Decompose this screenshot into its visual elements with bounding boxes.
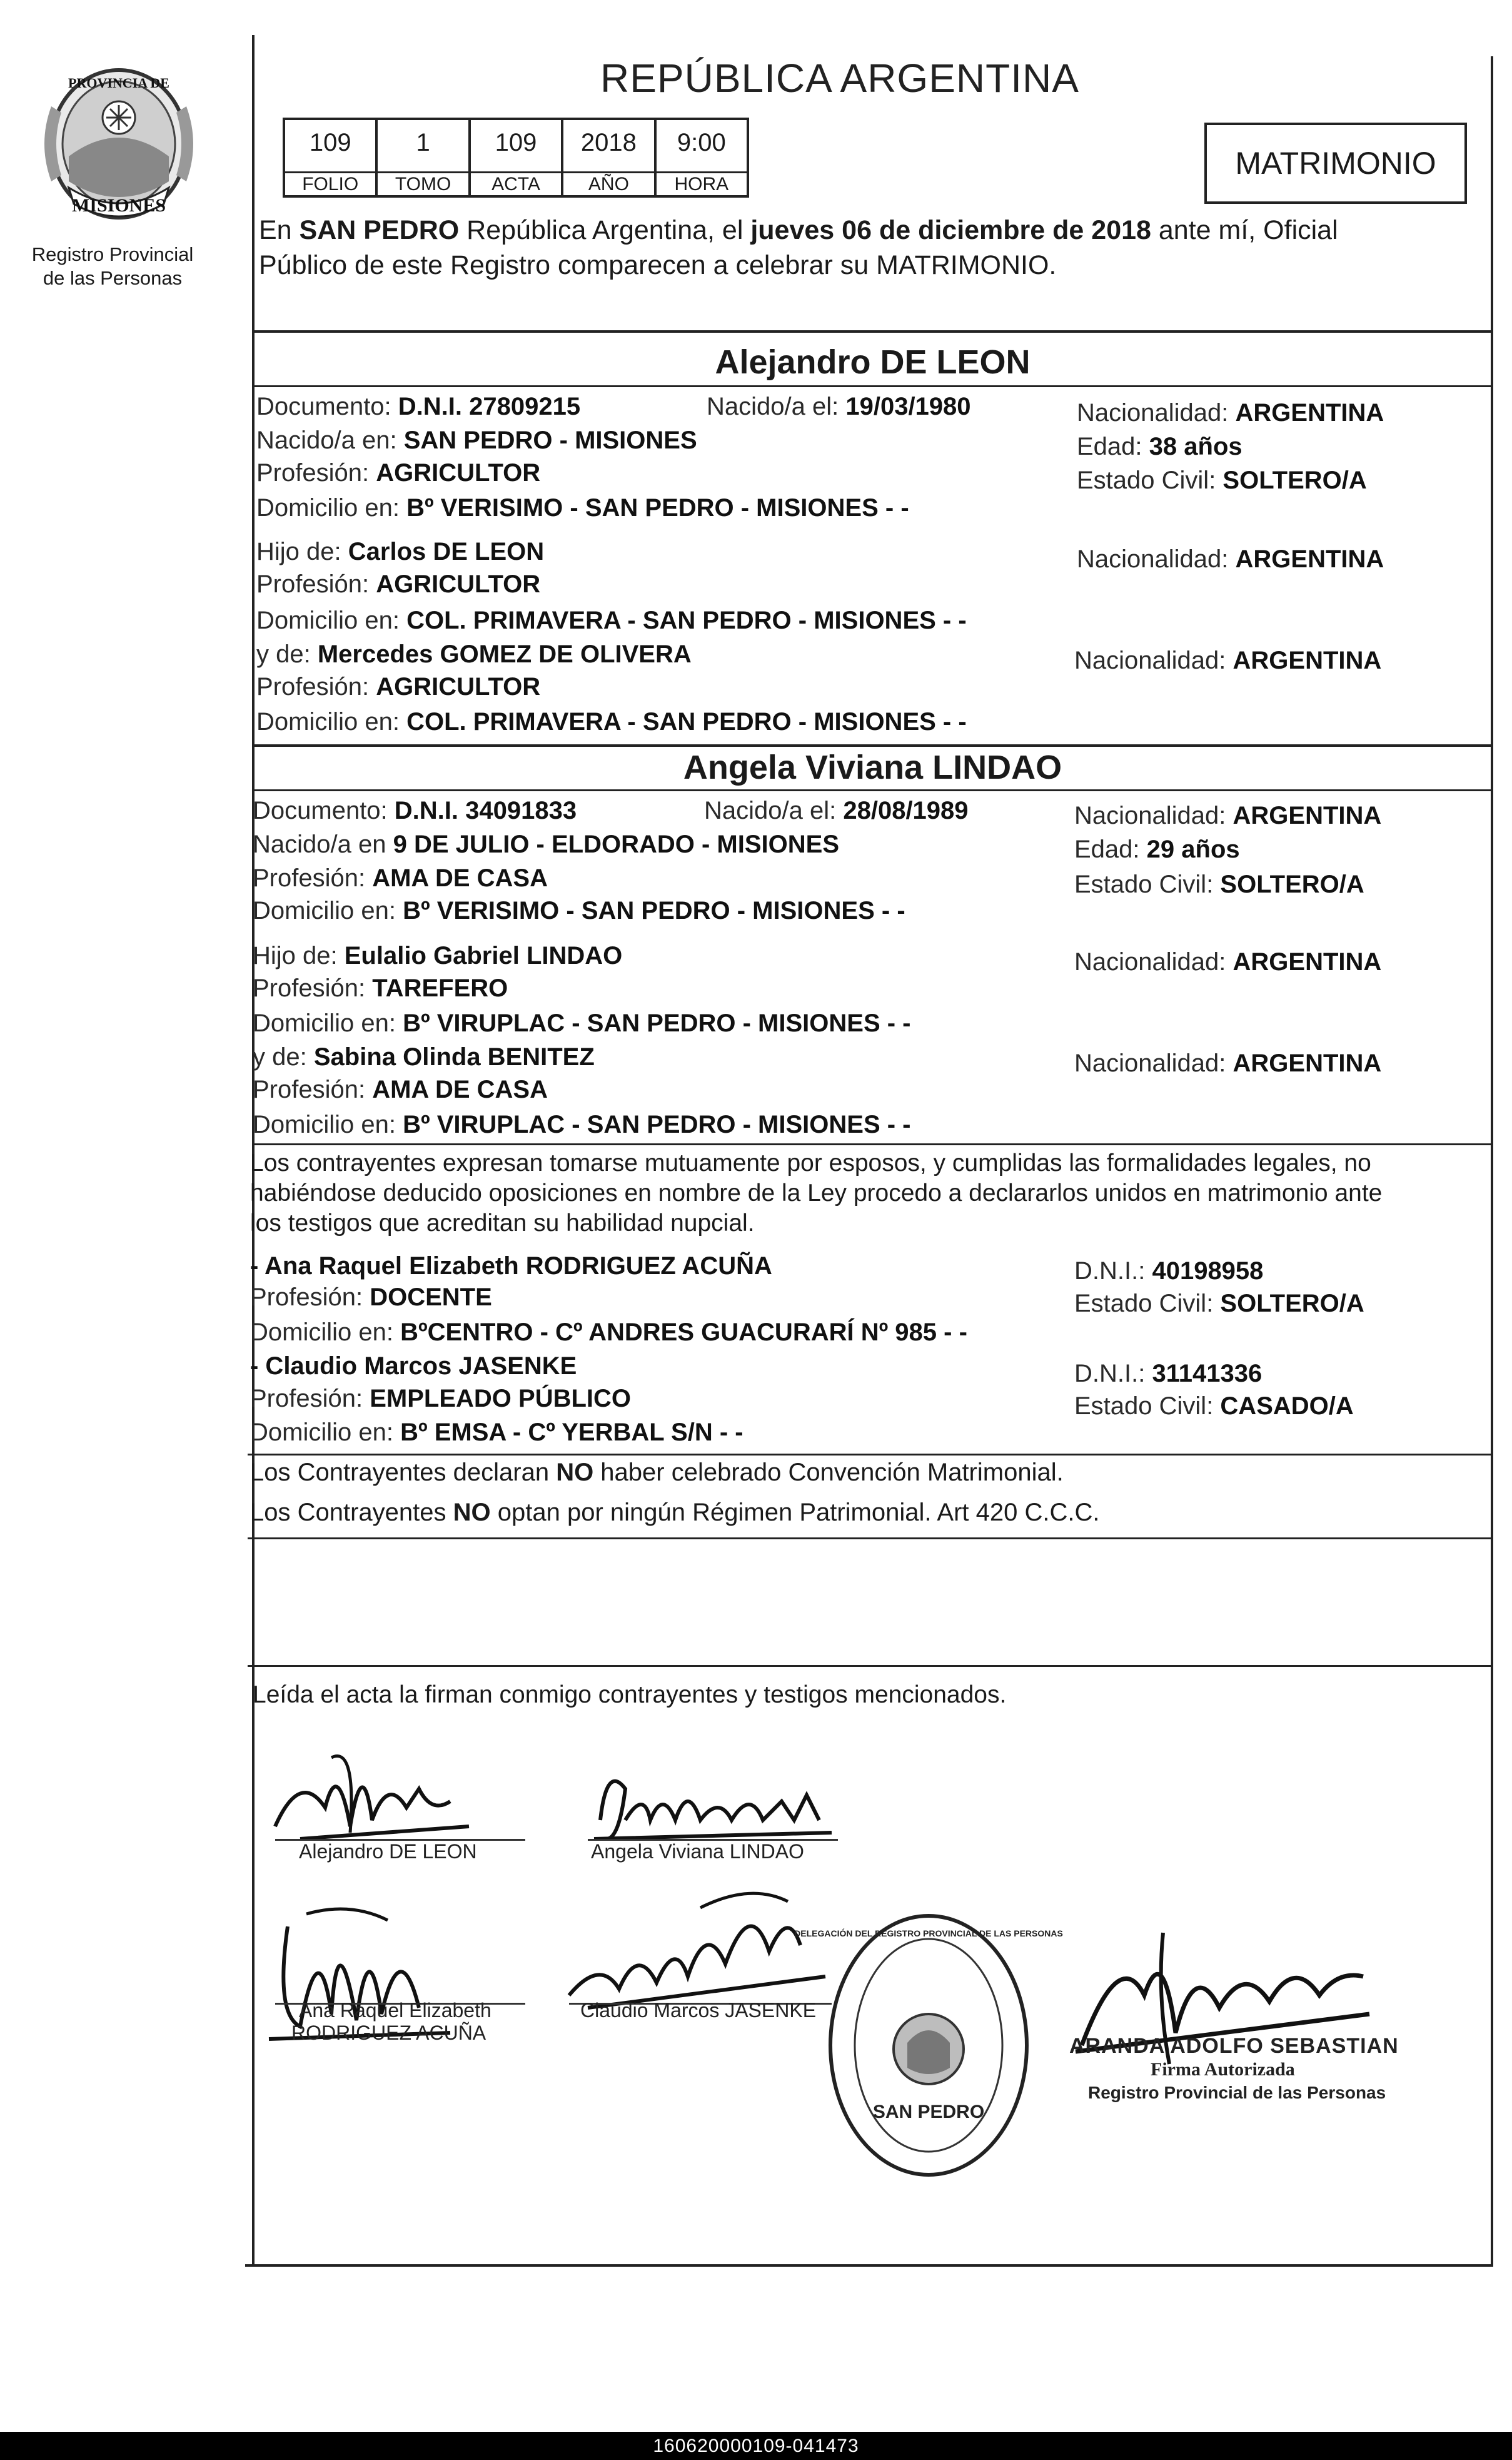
c1-profesion: Profesión: AGRICULTOR	[256, 459, 541, 487]
tomo-label: TOMO	[395, 174, 451, 195]
signature-2-scribble	[582, 1751, 844, 1851]
c2-padre-profesion: Profesión: TAREFERO	[253, 974, 508, 1002]
testigo2-dni: D.N.I.: 31141336	[1074, 1360, 1263, 1387]
testigo2-profesion: Profesión: EMPLEADO PÚBLICO	[250, 1385, 632, 1412]
intro-date: jueves 06 de diciembre de 2018	[750, 215, 1151, 245]
c1-madre-nacionalidad: Nacionalidad: ARGENTINA	[1074, 647, 1382, 674]
logo-banner-text: MISIONES	[71, 195, 166, 216]
signature-name-2: Angela Viviana LINDAO	[591, 1840, 804, 1863]
c1-domicilio: Domicilio en: Bº VERISIMO - SAN PEDRO - MISIONES - -	[256, 494, 909, 522]
testigo2-domicilio: Domicilio en: Bº EMSA - Cº YERBAL S/N - -	[250, 1419, 743, 1446]
c1-edad: Edad: 38 años	[1077, 433, 1242, 460]
c2-madre-profesion: Profesión: AMA DE CASA	[253, 1076, 548, 1103]
official-name: ARANDA ADOLFO SEBASTIAN	[1069, 2034, 1399, 2058]
index-cell-anio	[563, 120, 656, 195]
official-stamp	[794, 1914, 1063, 2177]
c1-padre-domicilio: Domicilio en: COL. PRIMAVERA - SAN PEDRO - MISIONES - -	[256, 607, 967, 634]
testigo1-name: - Ana Raquel Elizabeth RODRIGUEZ ACUÑA	[250, 1252, 772, 1280]
signature-name-3b: RODRIGUEZ ACUÑA	[291, 2022, 486, 2044]
c1-documento: Documento: D.N.I. 27809215	[256, 393, 581, 420]
logo-caption-line1: Registro Provincial	[31, 243, 194, 265]
official-title: Firma Autorizada	[1151, 2059, 1295, 2080]
frame-right	[1491, 56, 1493, 2265]
c2-nacido-el: Nacido/a el: 28/08/1989	[704, 797, 969, 824]
testigo1-dni: D.N.I.: 40198958	[1074, 1257, 1264, 1285]
signature-name-1: Alejandro DE LEON	[299, 1840, 477, 1863]
testigo1-domicilio: Domicilio en: BºCENTRO - Cº ANDRES GUACURARÍ Nº 985 - -	[250, 1319, 967, 1346]
registry-logo	[25, 63, 213, 250]
contrayente2-name: Angela Viviana LINDAO	[683, 749, 1062, 786]
signatures-intro: Leída el acta la firman conmigo contrayentes y testigos mencionados.	[253, 1681, 1007, 1708]
anio-value: 2018	[580, 129, 637, 156]
index-cell-acta	[471, 120, 563, 195]
c2-padre-domicilio: Domicilio en: Bº VIRUPLAC - SAN PEDRO - MISIONES - -	[253, 1010, 911, 1037]
contrayente1-name: Alejandro DE LEON	[715, 343, 1031, 381]
divider-c2-name	[252, 789, 1493, 791]
c1-estado-civil: Estado Civil: SOLTERO/A	[1077, 467, 1367, 494]
acta-value: 109	[495, 129, 537, 156]
signature-name-4: Claudio Marcos JASENKE	[580, 1999, 817, 2022]
c2-madre-domicilio: Domicilio en: Bº VIRUPLAC - SAN PEDRO - MISIONES - -	[253, 1111, 911, 1138]
divider-testigos	[248, 1454, 1493, 1455]
c2-padre-nacionalidad: Nacionalidad: ARGENTINA	[1074, 948, 1382, 976]
hora-value: 9:00	[677, 129, 726, 156]
intro-place: SAN PEDRO	[299, 215, 460, 245]
testigo1-profesion: Profesión: DOCENTE	[250, 1283, 492, 1311]
record-type-box	[1204, 123, 1467, 204]
stamp-emblem-icon	[794, 1918, 1063, 2173]
misiones-seal-icon	[25, 63, 213, 225]
anio-label: AÑO	[588, 174, 629, 195]
testigo2-estado-civil: Estado Civil: CASADO/A	[1074, 1392, 1354, 1420]
record-type-label: MATRIMONIO	[1235, 146, 1436, 181]
official-org: Registro Provincial de las Personas	[1088, 2083, 1386, 2102]
barcode-number: 160620000109-041473	[653, 2436, 859, 2456]
c2-madre-nacionalidad: Nacionalidad: ARGENTINA	[1074, 1050, 1382, 1077]
c2-nacionalidad: Nacionalidad: ARGENTINA	[1074, 802, 1382, 829]
c2-estado-civil: Estado Civil: SOLTERO/A	[1074, 871, 1364, 898]
c1-padre-profesion: Profesión: AGRICULTOR	[256, 570, 541, 598]
index-cell-tomo	[378, 120, 470, 195]
c2-documento: Documento: D.N.I. 34091833	[253, 797, 577, 824]
c1-madre-profesion: Profesión: AGRICULTOR	[256, 673, 541, 701]
folio-value: 109	[309, 129, 351, 156]
hora-label: HORA	[674, 174, 729, 195]
regimen-line-1: Los Contrayentes declaran NO haber celebrado Convención Matrimonial.	[250, 1459, 1064, 1486]
index-cell-folio	[285, 120, 378, 195]
c1-nacido-en: Nacido/a en: SAN PEDRO - MISIONES	[256, 427, 697, 454]
logo-ring-text: PROVINCIA DE	[68, 75, 169, 91]
divider-intro	[252, 330, 1493, 333]
testigo1-estado-civil: Estado Civil: SOLTERO/A	[1074, 1290, 1364, 1317]
c2-nacido-en: Nacido/a en 9 DE JULIO - ELDORADO - MISIONES	[253, 831, 839, 858]
c1-nacionalidad: Nacionalidad: ARGENTINA	[1077, 399, 1384, 427]
tomo-value: 1	[416, 129, 430, 156]
declaration-line-1: Los contrayentes expresan tomarse mutuamente por esposos, y cumplidas las formalidades legales, no	[250, 1150, 1371, 1177]
footer-bar	[0, 2432, 1512, 2460]
logo-caption	[13, 243, 213, 290]
c2-padre: Hijo de: Eulalio Gabriel LINDAO	[253, 942, 623, 969]
signature-name-3a: Ana Raquel Elizabeth	[299, 1999, 491, 2022]
divider-c1-name	[252, 385, 1493, 387]
divider-c1	[252, 744, 1493, 747]
declaration-line-2: habiéndose deducido oposiciones en nombre de la Ley procedo a declararlos unidos en matrimonio ante	[250, 1180, 1383, 1207]
c2-madre: y de: Sabina Olinda BENITEZ	[253, 1043, 595, 1071]
intro-line-1: En SAN PEDRO República Argentina, el jueves 06 de diciembre de 2018 ante mí, Oficial	[259, 215, 1338, 245]
intro-line-2: Público de este Registro comparecen a celebrar su MATRIMONIO.	[259, 250, 1057, 280]
testigo2-name: - Claudio Marcos JASENKE	[250, 1352, 577, 1380]
divider-regimen	[248, 1537, 1493, 1539]
page-title: REPÚBLICA ARGENTINA	[600, 56, 1079, 101]
c1-padre: Hijo de: Carlos DE LEON	[256, 538, 545, 565]
c2-domicilio: Domicilio en: Bº VERISIMO - SAN PEDRO - MISIONES - -	[253, 897, 905, 924]
index-cell-hora	[657, 120, 747, 195]
divider-c2	[252, 1143, 1493, 1145]
c1-madre-domicilio: Domicilio en: COL. PRIMAVERA - SAN PEDRO - MISIONES - -	[256, 708, 967, 736]
regimen-line-2: Los Contrayentes NO optan por ningún Régimen Patrimonial. Art 420 C.C.C.	[250, 1499, 1100, 1526]
stamp-center-text: SAN PEDRO	[872, 2102, 985, 2122]
c1-nacido-el: Nacido/a el: 19/03/1980	[707, 393, 971, 420]
frame-bottom	[245, 2264, 1493, 2267]
declaration-line-3: los testigos que acreditan su habilidad nupcial.	[250, 1210, 755, 1237]
folio-label: FOLIO	[302, 174, 359, 195]
c1-padre-nacionalidad: Nacionalidad: ARGENTINA	[1077, 545, 1384, 573]
c1-madre: y de: Mercedes GOMEZ DE OLIVERA	[256, 640, 692, 668]
logo-caption-line2: de las Personas	[43, 267, 183, 289]
acta-label: ACTA	[491, 174, 540, 195]
record-index-grid	[283, 118, 749, 198]
divider-blank	[248, 1665, 1493, 1667]
stamp-ring-text: DELEGACIÓN DEL REGISTRO PROVINCIAL DE LAS PERSONAS	[794, 1928, 1063, 1938]
c2-edad: Edad: 29 años	[1074, 836, 1240, 863]
c2-profesion: Profesión: AMA DE CASA	[253, 864, 548, 892]
